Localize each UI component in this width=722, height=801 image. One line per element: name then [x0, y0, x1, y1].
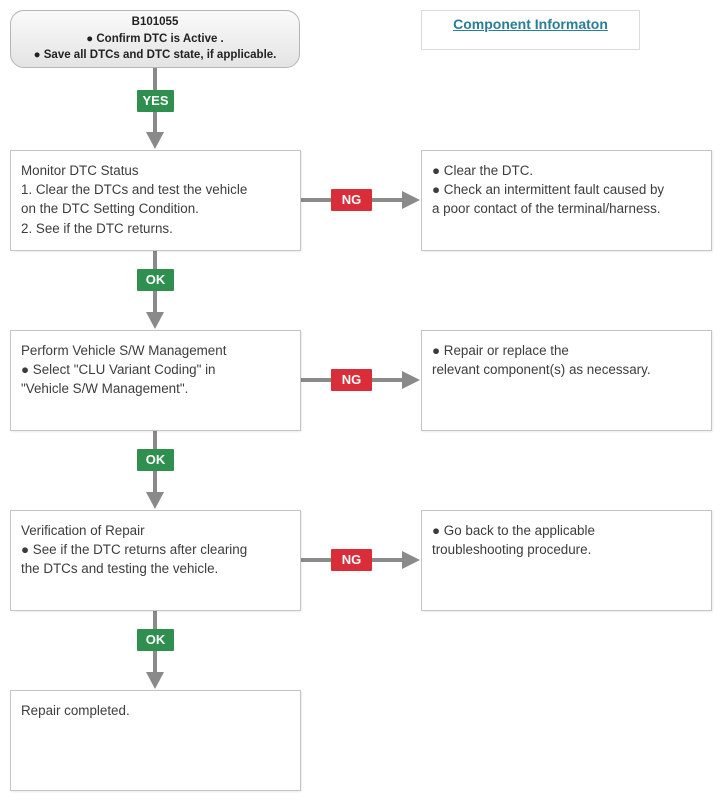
step4-title: Repair completed.: [21, 703, 130, 718]
ng-action-clear-dtc: [421, 150, 712, 251]
step1-line: on the DTC Setting Condition.: [21, 201, 199, 217]
step-repair-completed: [10, 690, 301, 791]
step1-line: 2. See if the DTC returns.: [21, 220, 173, 236]
step2-title: Perform Vehicle S/W Management: [21, 343, 227, 358]
ng2-line: relevant component(s) as necessary.: [432, 362, 651, 378]
step3-line: ● See if the DTC returns after clearing: [21, 542, 248, 558]
step1-title: Monitor DTC Status: [21, 163, 139, 178]
step2-line: ● Select "CLU Variant Coding" in: [21, 362, 216, 378]
start-line-save: ● Save all DTCs and DTC state, if applicable.: [33, 49, 277, 61]
ng-label-1: NG: [331, 189, 372, 211]
ng-action-repair-component: [421, 330, 712, 431]
ng3-line: troubleshooting procedure.: [432, 542, 592, 558]
ng-action-go-back: [421, 510, 712, 611]
step3-title: Verification of Repair: [21, 523, 145, 538]
step1-line: 1. Clear the DTCs and test the vehicle: [21, 182, 248, 198]
step2-line: "Vehicle S/W Management".: [21, 381, 189, 397]
ok-label-1: OK: [137, 269, 174, 291]
ng-label-2: NG: [331, 369, 372, 391]
ok-label-3: OK: [137, 629, 174, 651]
ng3-line: ● Go back to the applicable: [432, 523, 595, 538]
dtc-code: B101055: [131, 16, 179, 28]
ng-label-3: NG: [331, 549, 372, 571]
step3-line: the DTCs and testing the vehicle.: [21, 561, 219, 577]
component-info-link[interactable]: Component Informaton: [453, 16, 608, 32]
step-verification-of-repair: [10, 510, 301, 611]
start-box-dtc: [10, 10, 300, 68]
ok-label-2: OK: [137, 449, 174, 471]
step-monitor-dtc-status: [10, 150, 301, 251]
ng1-line: a poor contact of the terminal/harness.: [432, 201, 661, 217]
yes-label: YES: [137, 90, 174, 112]
ng1-line: ● Check an intermittent fault caused by: [432, 182, 665, 198]
ng2-line: ● Repair or replace the: [432, 343, 569, 358]
component-info-box: [421, 10, 640, 50]
ng1-line: ● Clear the DTC.: [432, 163, 534, 178]
start-line-confirm: ● Confirm DTC is Active .: [86, 32, 224, 45]
step-vehicle-sw-management: [10, 330, 301, 431]
